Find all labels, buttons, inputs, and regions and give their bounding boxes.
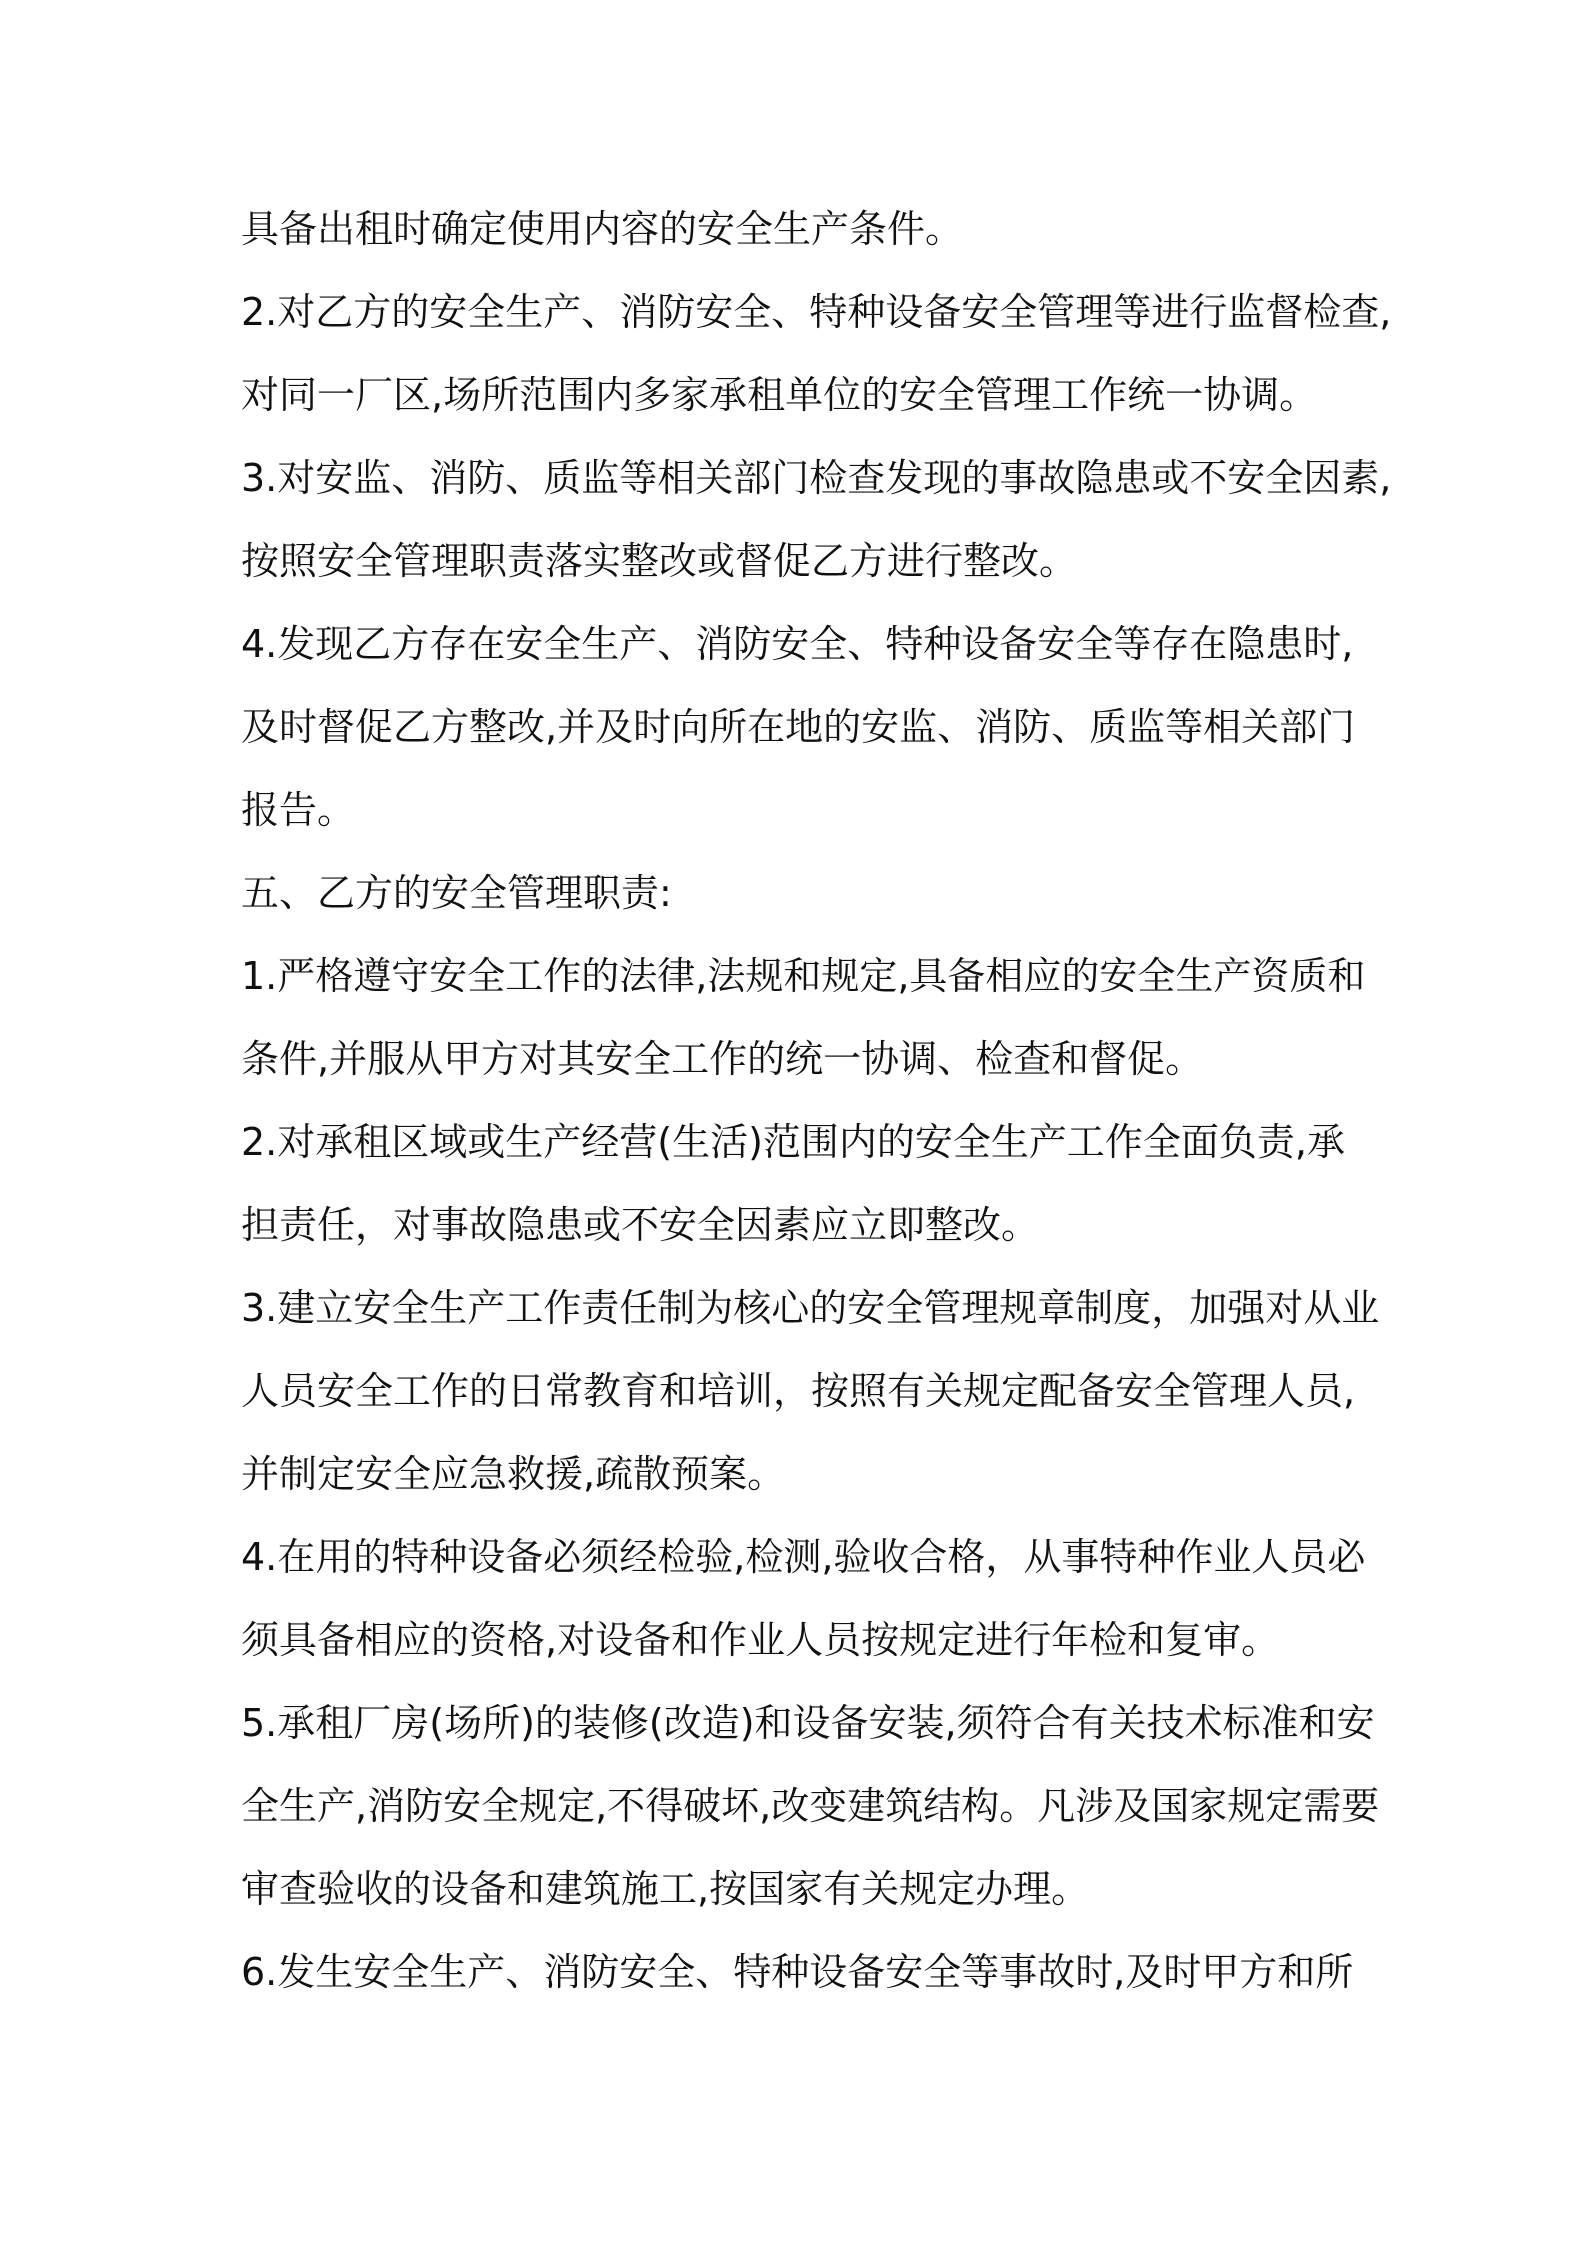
text-line: 审查验收的设备和建筑施工,按国家有关规定办理。 (241, 1867, 1090, 1911)
text-line: 按照安全管理职责落实整改或督促乙方进行整改。 (241, 539, 1078, 583)
text-line: 4.发现乙方存在安全生产、消防安全、特种设备安全等存在隐患时, (241, 622, 1354, 666)
text-line: 全生产,消防安全规定,不得破坏,改变建筑结构。凡涉及国家规定需要 (241, 1784, 1380, 1828)
text-line: 5.承租厂房(场所)的装修(改造)和设备安装,须符合有关技术标准和安 (241, 1701, 1375, 1745)
section-heading: 五、乙方的安全管理职责: (241, 871, 672, 915)
text-line: 具备出租时确定使用内容的安全生产条件。 (241, 207, 964, 251)
text-line: 并制定安全应急救援,疏散预案。 (241, 1452, 786, 1496)
text-line: 1.严格遵守安全工作的法律,法规和规定,具备相应的安全生产资质和 (241, 954, 1366, 998)
text-line: 6.发生安全生产、消防安全、特种设备安全等事故时,及时甲方和所 (241, 1950, 1354, 1994)
text-line: 4.在用的特种设备必须经检验,检测,验收合格，从事特种作业人员必 (241, 1535, 1366, 1579)
text-line: 报告。 (241, 788, 356, 832)
text-line: 人员安全工作的日常教育和培训，按照有关规定配备安全管理人员, (241, 1369, 1356, 1413)
text-line: 2.对乙方的安全生产、消防安全、特种设备安全管理等进行监督检查, (241, 290, 1392, 334)
text-line: 3.建立安全生产工作责任制为核心的安全管理规章制度，加强对从业 (241, 1286, 1380, 1330)
text-line: 须具备相应的资格,对设备和作业人员按规定进行年检和复审。 (241, 1618, 1280, 1662)
text-line: 担责任，对事故隐患或不安全因素应立即整改。 (241, 1203, 1040, 1247)
text-line: 对同一厂区,场所范围内多家承租单位的安全管理工作统一协调。 (241, 373, 1318, 417)
text-line: 及时督促乙方整改,并及时向所在地的安监、消防、质监等相关部门 (241, 705, 1356, 749)
text-line: 3.对安监、消防、质监等相关部门检查发现的事故隐患或不安全因素, (241, 456, 1392, 500)
document-body (241, 188, 1392, 2014)
text-line: 条件,并服从甲方对其安全工作的统一协调、检查和督促。 (241, 1037, 1204, 1081)
text-line: 2.对承租区域或生产经营(生活)范围内的安全生产工作全面负责,承 (241, 1120, 1345, 1164)
